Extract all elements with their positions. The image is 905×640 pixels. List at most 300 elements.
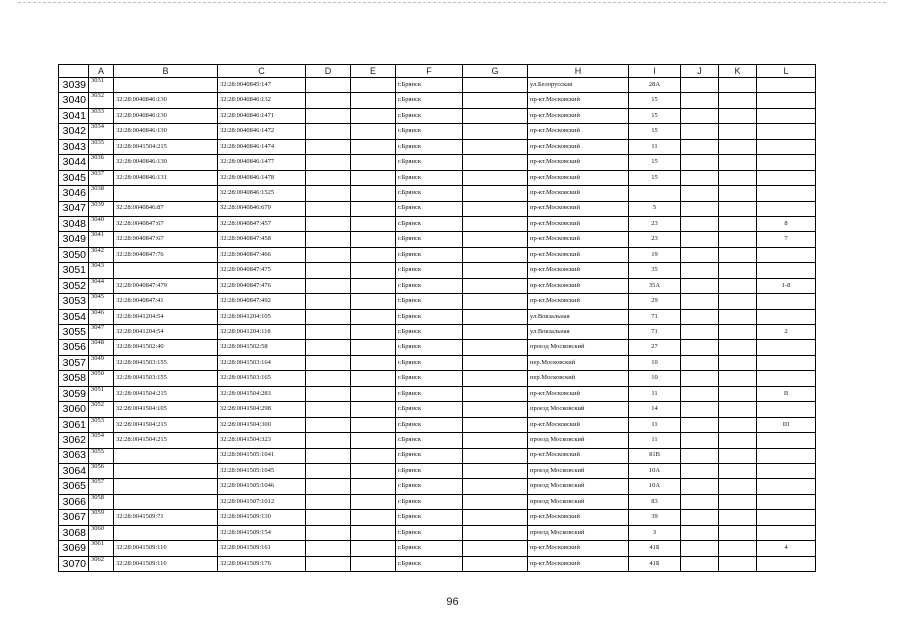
row-number[interactable]: 3052 [59,278,89,293]
cell-b[interactable] [114,448,218,463]
row-number[interactable]: 3046 [59,186,89,201]
cell-k[interactable] [719,216,757,231]
cell-d[interactable] [306,216,351,231]
cell-d[interactable] [306,124,351,139]
cell-f[interactable]: г.Брянск [396,216,463,231]
cell-k[interactable] [719,386,757,401]
row-number[interactable]: 3062 [59,433,89,448]
cell-c[interactable]: 32:28:0041504:323 [218,433,306,448]
cell-d[interactable] [306,93,351,108]
cell-e[interactable] [351,433,396,448]
column-header-i[interactable]: I [629,65,681,78]
cell-f[interactable]: г.Брянск [396,247,463,262]
cell-j[interactable] [681,417,719,432]
cell-k[interactable] [719,139,757,154]
cell-l[interactable] [757,448,816,463]
cell-d[interactable] [306,448,351,463]
cell-k[interactable] [719,325,757,340]
cell-g[interactable] [463,216,528,231]
cell-k[interactable] [719,278,757,293]
cell-i[interactable]: 10 [629,371,681,386]
cell-i[interactable]: 35 [629,263,681,278]
column-header-f[interactable]: F [396,65,463,78]
cell-e[interactable] [351,309,396,324]
cell-a[interactable]: 3047 [89,325,114,340]
cell-f[interactable]: г.Брянск [396,525,463,540]
cell-k[interactable] [719,433,757,448]
cell-f[interactable]: г.Брянск [396,294,463,309]
cell-g[interactable] [463,232,528,247]
cell-j[interactable] [681,479,719,494]
cell-e[interactable] [351,325,396,340]
cell-l[interactable] [757,309,816,324]
cell-l[interactable]: III [757,417,816,432]
cell-e[interactable] [351,139,396,154]
cell-g[interactable] [463,556,528,571]
cell-c[interactable]: 32:28:0041509:176 [218,556,306,571]
cell-j[interactable] [681,340,719,355]
cell-k[interactable] [719,417,757,432]
cell-f[interactable]: г.Брянск [396,186,463,201]
row-number[interactable]: 3042 [59,124,89,139]
row-number[interactable]: 3048 [59,216,89,231]
cell-b[interactable]: 32:28:0040847:67 [114,232,218,247]
cell-h[interactable]: пр-кт.Московский [528,108,629,123]
cell-a[interactable]: 3031 [89,78,114,93]
cell-j[interactable] [681,525,719,540]
cell-i[interactable] [629,186,681,201]
cell-a[interactable]: 3042 [89,247,114,262]
cell-c[interactable]: 32:28:0041504:300 [218,417,306,432]
cell-b[interactable] [114,494,218,509]
cell-e[interactable] [351,340,396,355]
cell-f[interactable]: г.Брянск [396,232,463,247]
cell-a[interactable]: 3035 [89,139,114,154]
cell-j[interactable] [681,433,719,448]
cell-h[interactable]: пр-кт.Московский [528,216,629,231]
cell-b[interactable] [114,525,218,540]
row-number[interactable]: 3050 [59,247,89,262]
cell-f[interactable]: г.Брянск [396,417,463,432]
cell-h[interactable]: пр-кт.Московский [528,448,629,463]
cell-h[interactable]: пр-кт.Московский [528,247,629,262]
cell-a[interactable]: 3055 [89,448,114,463]
cell-l[interactable] [757,556,816,571]
cell-i[interactable]: 19 [629,247,681,262]
cell-c[interactable]: 32:28:0041504:298 [218,402,306,417]
cell-a[interactable]: 3034 [89,124,114,139]
cell-j[interactable] [681,448,719,463]
cell-d[interactable] [306,170,351,185]
cell-k[interactable] [719,556,757,571]
cell-g[interactable] [463,340,528,355]
cell-l[interactable] [757,433,816,448]
cell-c[interactable]: 32:28:0040847:457 [218,216,306,231]
cell-d[interactable] [306,402,351,417]
cell-e[interactable] [351,463,396,478]
cell-g[interactable] [463,402,528,417]
cell-a[interactable]: 3058 [89,494,114,509]
cell-c[interactable]: 32:28:0040846:1474 [218,139,306,154]
cell-i[interactable]: 10А [629,463,681,478]
cell-b[interactable] [114,463,218,478]
cell-d[interactable] [306,525,351,540]
cell-c[interactable]: 32:28:0041503:165 [218,371,306,386]
cell-i[interactable]: 10А [629,479,681,494]
cell-h[interactable]: пр-кт.Московский [528,170,629,185]
cell-l[interactable]: 7 [757,232,816,247]
cell-c[interactable]: 32:28:0041509:161 [218,541,306,556]
cell-b[interactable]: 32:28:0040846:130 [114,124,218,139]
cell-l[interactable] [757,294,816,309]
cell-f[interactable]: г.Брянск [396,124,463,139]
column-header-a[interactable]: A [89,65,114,78]
cell-j[interactable] [681,325,719,340]
cell-b[interactable]: 32:28:0040846:130 [114,155,218,170]
cell-f[interactable]: г.Брянск [396,510,463,525]
cell-b[interactable]: 32:28:0040847:67 [114,216,218,231]
cell-g[interactable] [463,139,528,154]
cell-a[interactable]: 3056 [89,463,114,478]
cell-j[interactable] [681,139,719,154]
cell-i[interactable]: 23 [629,232,681,247]
row-number[interactable]: 3058 [59,371,89,386]
cell-b[interactable]: 32:28:0041504:215 [114,386,218,401]
cell-a[interactable]: 3038 [89,186,114,201]
cell-j[interactable] [681,294,719,309]
cell-h[interactable]: пр-кт.Московский [528,386,629,401]
cell-e[interactable] [351,78,396,93]
cell-l[interactable] [757,155,816,170]
cell-e[interactable] [351,371,396,386]
cell-j[interactable] [681,201,719,216]
cell-f[interactable]: г.Брянск [396,78,463,93]
cell-j[interactable] [681,108,719,123]
cell-a[interactable]: 3048 [89,340,114,355]
cell-d[interactable] [306,340,351,355]
cell-h[interactable]: проезд Московский [528,340,629,355]
cell-k[interactable] [719,294,757,309]
row-number[interactable]: 3061 [59,417,89,432]
cell-b[interactable] [114,479,218,494]
column-header-l[interactable]: L [757,65,816,78]
cell-e[interactable] [351,108,396,123]
cell-c[interactable]: 32:28:0040847:458 [218,232,306,247]
cell-h[interactable]: пр-кт.Московский [528,541,629,556]
cell-d[interactable] [306,108,351,123]
cell-c[interactable]: 32:28:0040846:679 [218,201,306,216]
cell-j[interactable] [681,510,719,525]
cell-e[interactable] [351,556,396,571]
cell-j[interactable] [681,263,719,278]
cell-i[interactable]: 10 [629,355,681,370]
cell-j[interactable] [681,155,719,170]
cell-d[interactable] [306,278,351,293]
cell-l[interactable] [757,78,816,93]
cell-l[interactable] [757,525,816,540]
cell-a[interactable]: 3043 [89,263,114,278]
cell-e[interactable] [351,417,396,432]
cell-c[interactable]: 32:28:0040847:466 [218,247,306,262]
cell-i[interactable]: 81В [629,448,681,463]
cell-k[interactable] [719,309,757,324]
cell-l[interactable]: II [757,386,816,401]
cell-j[interactable] [681,371,719,386]
cell-j[interactable] [681,386,719,401]
cell-j[interactable] [681,232,719,247]
cell-k[interactable] [719,541,757,556]
row-number[interactable]: 3068 [59,525,89,540]
cell-l[interactable] [757,479,816,494]
cell-f[interactable]: г.Брянск [396,325,463,340]
cell-l[interactable] [757,93,816,108]
cell-g[interactable] [463,463,528,478]
cell-c[interactable]: 32:28:0040846:1472 [218,124,306,139]
row-number[interactable]: 3063 [59,448,89,463]
column-header-c[interactable]: C [218,65,306,78]
cell-a[interactable]: 3032 [89,93,114,108]
cell-c[interactable]: 32:28:0040846:132 [218,93,306,108]
cell-c[interactable]: 32:28:0040847:492 [218,294,306,309]
cell-l[interactable] [757,247,816,262]
row-number[interactable]: 3056 [59,340,89,355]
cell-g[interactable] [463,494,528,509]
cell-g[interactable] [463,355,528,370]
cell-d[interactable] [306,78,351,93]
column-header-h[interactable]: H [528,65,629,78]
cell-g[interactable] [463,247,528,262]
cell-d[interactable] [306,556,351,571]
column-header-g[interactable]: G [463,65,528,78]
cell-i[interactable]: 15 [629,170,681,185]
row-number[interactable]: 3053 [59,294,89,309]
cell-j[interactable] [681,541,719,556]
cell-h[interactable]: пр-кт.Московский [528,278,629,293]
cell-e[interactable] [351,278,396,293]
cell-k[interactable] [719,463,757,478]
cell-f[interactable]: г.Брянск [396,309,463,324]
cell-j[interactable] [681,278,719,293]
cell-d[interactable] [306,541,351,556]
cell-g[interactable] [463,201,528,216]
cell-b[interactable]: 32:28:0040846:87 [114,201,218,216]
cell-l[interactable] [757,263,816,278]
cell-c[interactable]: 32:28:0041507:1012 [218,494,306,509]
cell-f[interactable]: г.Брянск [396,340,463,355]
cell-e[interactable] [351,216,396,231]
cell-b[interactable]: 32:28:0041204:54 [114,309,218,324]
cell-k[interactable] [719,525,757,540]
cell-c[interactable]: 32:28:0040845:147 [218,78,306,93]
cell-f[interactable]: г.Брянск [396,371,463,386]
cell-b[interactable]: 32:28:0040846:130 [114,108,218,123]
cell-b[interactable]: 32:28:0041204:54 [114,325,218,340]
cell-f[interactable]: г.Брянск [396,139,463,154]
row-number[interactable]: 3047 [59,201,89,216]
row-number[interactable]: 3055 [59,325,89,340]
cell-h[interactable]: пр-кт.Московский [528,124,629,139]
cell-j[interactable] [681,355,719,370]
cell-d[interactable] [306,494,351,509]
row-number[interactable]: 3041 [59,108,89,123]
cell-e[interactable] [351,386,396,401]
cell-a[interactable]: 3061 [89,541,114,556]
cell-h[interactable]: пр-кт.Московский [528,232,629,247]
cell-d[interactable] [306,463,351,478]
cell-g[interactable] [463,78,528,93]
cell-d[interactable] [306,386,351,401]
cell-g[interactable] [463,386,528,401]
cell-i[interactable]: 14 [629,402,681,417]
cell-c[interactable]: 32:28:0041503:164 [218,355,306,370]
cell-h[interactable]: пер.Московский [528,355,629,370]
cell-l[interactable]: 2 [757,325,816,340]
cell-f[interactable]: г.Брянск [396,494,463,509]
row-number[interactable]: 3069 [59,541,89,556]
cell-k[interactable] [719,340,757,355]
cell-b[interactable]: 32:28:0041502:40 [114,340,218,355]
cell-k[interactable] [719,186,757,201]
cell-i[interactable]: 11 [629,386,681,401]
cell-f[interactable]: г.Брянск [396,263,463,278]
cell-h[interactable]: пр-кт.Московский [528,155,629,170]
cell-j[interactable] [681,78,719,93]
cell-h[interactable]: ул.Белорусская [528,78,629,93]
cell-i[interactable]: 11 [629,417,681,432]
cell-h[interactable]: пр-кт.Московский [528,93,629,108]
row-number[interactable]: 3066 [59,494,89,509]
cell-f[interactable]: г.Брянск [396,355,463,370]
column-header-e[interactable]: E [351,65,396,78]
cell-a[interactable]: 3053 [89,417,114,432]
cell-d[interactable] [306,355,351,370]
row-number[interactable]: 3065 [59,479,89,494]
cell-j[interactable] [681,309,719,324]
cell-j[interactable] [681,247,719,262]
cell-f[interactable]: г.Брянск [396,170,463,185]
cell-k[interactable] [719,448,757,463]
cell-h[interactable]: ул.Вокзальная [528,325,629,340]
cell-e[interactable] [351,263,396,278]
cell-a[interactable]: 3045 [89,294,114,309]
row-number[interactable]: 3051 [59,263,89,278]
cell-k[interactable] [719,232,757,247]
cell-l[interactable] [757,186,816,201]
cell-l[interactable]: 4 [757,541,816,556]
cell-k[interactable] [719,78,757,93]
cell-g[interactable] [463,186,528,201]
cell-d[interactable] [306,417,351,432]
cell-i[interactable]: 29 [629,294,681,309]
cell-e[interactable] [351,155,396,170]
cell-e[interactable] [351,525,396,540]
cell-i[interactable]: 71 [629,309,681,324]
cell-k[interactable] [719,108,757,123]
row-number[interactable]: 3039 [59,78,89,93]
cell-i[interactable]: 15 [629,155,681,170]
cell-b[interactable]: 32:28:0040846:131 [114,170,218,185]
cell-e[interactable] [351,247,396,262]
cell-e[interactable] [351,201,396,216]
cell-f[interactable]: г.Брянск [396,201,463,216]
cell-c[interactable]: 32:28:0041505:1045 [218,463,306,478]
cell-l[interactable] [757,340,816,355]
cell-d[interactable] [306,433,351,448]
cell-b[interactable] [114,263,218,278]
cell-b[interactable]: 32:28:0041509:110 [114,541,218,556]
cell-d[interactable] [306,294,351,309]
cell-k[interactable] [719,155,757,170]
cell-d[interactable] [306,263,351,278]
cell-b[interactable]: 32:28:0040846:130 [114,93,218,108]
cell-c[interactable]: 32:28:0041509:130 [218,510,306,525]
cell-b[interactable]: 32:28:0041504:215 [114,417,218,432]
cell-a[interactable]: 3046 [89,309,114,324]
cell-j[interactable] [681,124,719,139]
cell-e[interactable] [351,479,396,494]
cell-f[interactable]: г.Брянск [396,278,463,293]
cell-d[interactable] [306,371,351,386]
cell-j[interactable] [681,556,719,571]
cell-a[interactable]: 3057 [89,479,114,494]
cell-f[interactable]: г.Брянск [396,556,463,571]
cell-j[interactable] [681,402,719,417]
cell-e[interactable] [351,494,396,509]
cell-d[interactable] [306,247,351,262]
cell-a[interactable]: 3049 [89,355,114,370]
cell-e[interactable] [351,93,396,108]
cell-l[interactable]: 8 [757,216,816,231]
cell-g[interactable] [463,371,528,386]
cell-c[interactable]: 32:28:0040847:476 [218,278,306,293]
cell-b[interactable]: 32:28:0041504:215 [114,433,218,448]
cell-j[interactable] [681,186,719,201]
cell-a[interactable]: 3050 [89,371,114,386]
column-header-k[interactable]: K [719,65,757,78]
cell-g[interactable] [463,170,528,185]
cell-k[interactable] [719,170,757,185]
cell-g[interactable] [463,278,528,293]
cell-h[interactable]: проезд Московский [528,494,629,509]
cell-a[interactable]: 3059 [89,510,114,525]
cell-a[interactable]: 3060 [89,525,114,540]
cell-g[interactable] [463,525,528,540]
cell-e[interactable] [351,294,396,309]
row-number[interactable]: 3064 [59,463,89,478]
row-number[interactable]: 3049 [59,232,89,247]
cell-e[interactable] [351,510,396,525]
cell-c[interactable]: 32:28:0041502:58 [218,340,306,355]
cell-h[interactable]: проезд Московский [528,402,629,417]
cell-j[interactable] [681,463,719,478]
cell-i[interactable]: 23 [629,216,681,231]
cell-f[interactable]: г.Брянск [396,463,463,478]
row-number[interactable]: 3043 [59,139,89,154]
cell-c[interactable]: 32:28:0040847:475 [218,263,306,278]
cell-g[interactable] [463,93,528,108]
cell-i[interactable]: 15 [629,93,681,108]
cell-h[interactable]: пр-кт.Московский [528,139,629,154]
cell-g[interactable] [463,479,528,494]
cell-a[interactable]: 3033 [89,108,114,123]
cell-h[interactable]: проезд Московский [528,433,629,448]
cell-k[interactable] [719,371,757,386]
cell-f[interactable]: г.Брянск [396,433,463,448]
cell-h[interactable]: пр-кт.Московский [528,510,629,525]
cell-k[interactable] [719,494,757,509]
cell-g[interactable] [463,108,528,123]
cell-i[interactable]: 28А [629,78,681,93]
